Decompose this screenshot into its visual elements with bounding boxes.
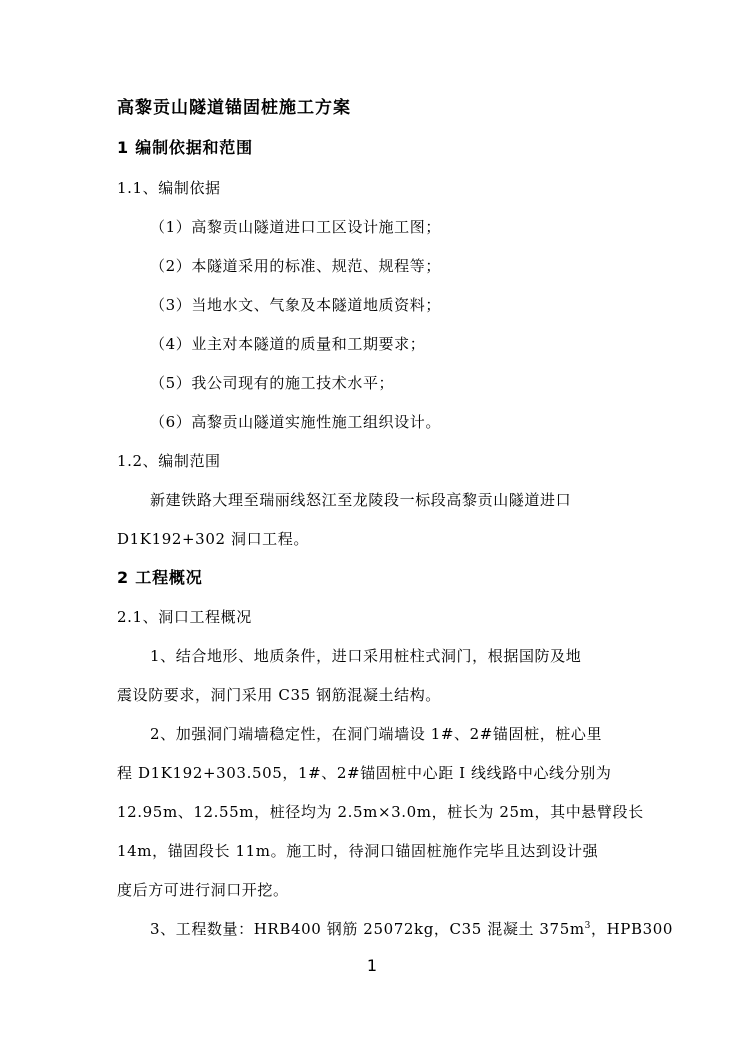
basis-item-6: （6）高黎贡山隧道实施性施工组织设计。 — [150, 413, 441, 431]
paragraph-2-line-1: 2、加强洞门端墙稳定性，在洞门端墙设 1#、2#锚固桩，桩心里 — [150, 725, 603, 743]
scope-paragraph-line-1: 新建铁路大理至瑞丽线怒江至龙陵段一标段高黎贡山隧道进口 — [150, 491, 572, 509]
subsection-1-1-heading: 1.1、编制依据 — [117, 179, 221, 197]
paragraph-1-line-1: 1、结合地形、地质条件，进口采用桩柱式洞门，根据国防及地 — [150, 647, 582, 665]
cubic-superscript: 3 — [584, 921, 591, 931]
scope-paragraph-line-2: D1K192+302 洞口工程。 — [117, 530, 309, 548]
paragraph-2-line-3: 12.95m、12.55m，桩径均为 2.5m×3.0m，桩长为 25m，其中悬臂段长 — [117, 803, 644, 821]
basis-item-2: （2）本隧道采用的标准、规范、规程等； — [150, 257, 441, 275]
paragraph-2-line-4: 14m，锚固段长 11m。施工时，待洞口锚固桩施作完毕且达到设计强 — [117, 842, 599, 860]
basis-item-1: （1）高黎贡山隧道进口工区设计施工图； — [150, 218, 441, 236]
page-number: 1 — [366, 956, 378, 975]
section-1-heading: 1 编制依据和范围 — [117, 138, 253, 157]
subsection-2-1-heading: 2.1、洞口工程概况 — [117, 608, 252, 626]
quantities-text-continued: ，HPB300 — [591, 920, 674, 938]
section-2-heading: 2 工程概况 — [117, 568, 203, 587]
basis-item-3: （3）当地水文、气象及本隧道地质资料； — [150, 296, 441, 314]
basis-item-5: （5）我公司现有的施工技术水平； — [150, 374, 395, 392]
basis-item-4: （4）业主对本隧道的质量和工期要求； — [150, 335, 426, 353]
paragraph-2-line-2: 程 D1K192+303.505，1#、2#锚固桩中心距 I 线线路中心线分别为 — [117, 764, 612, 782]
document-title: 高黎贡山隧道锚固桩施工方案 — [117, 98, 351, 118]
paragraph-3-line-1 — [150, 919, 673, 939]
paragraph-2-line-5: 度后方可进行洞口开挖。 — [117, 881, 289, 899]
subsection-1-2-heading: 1.2、编制范围 — [117, 452, 221, 470]
quantities-text: 3、工程数量：HRB400 钢筋 25072kg，C35 混凝土 375m — [150, 920, 585, 938]
paragraph-1-line-2: 震设防要求，洞门采用 C35 钢筋混凝土结构。 — [117, 686, 441, 704]
